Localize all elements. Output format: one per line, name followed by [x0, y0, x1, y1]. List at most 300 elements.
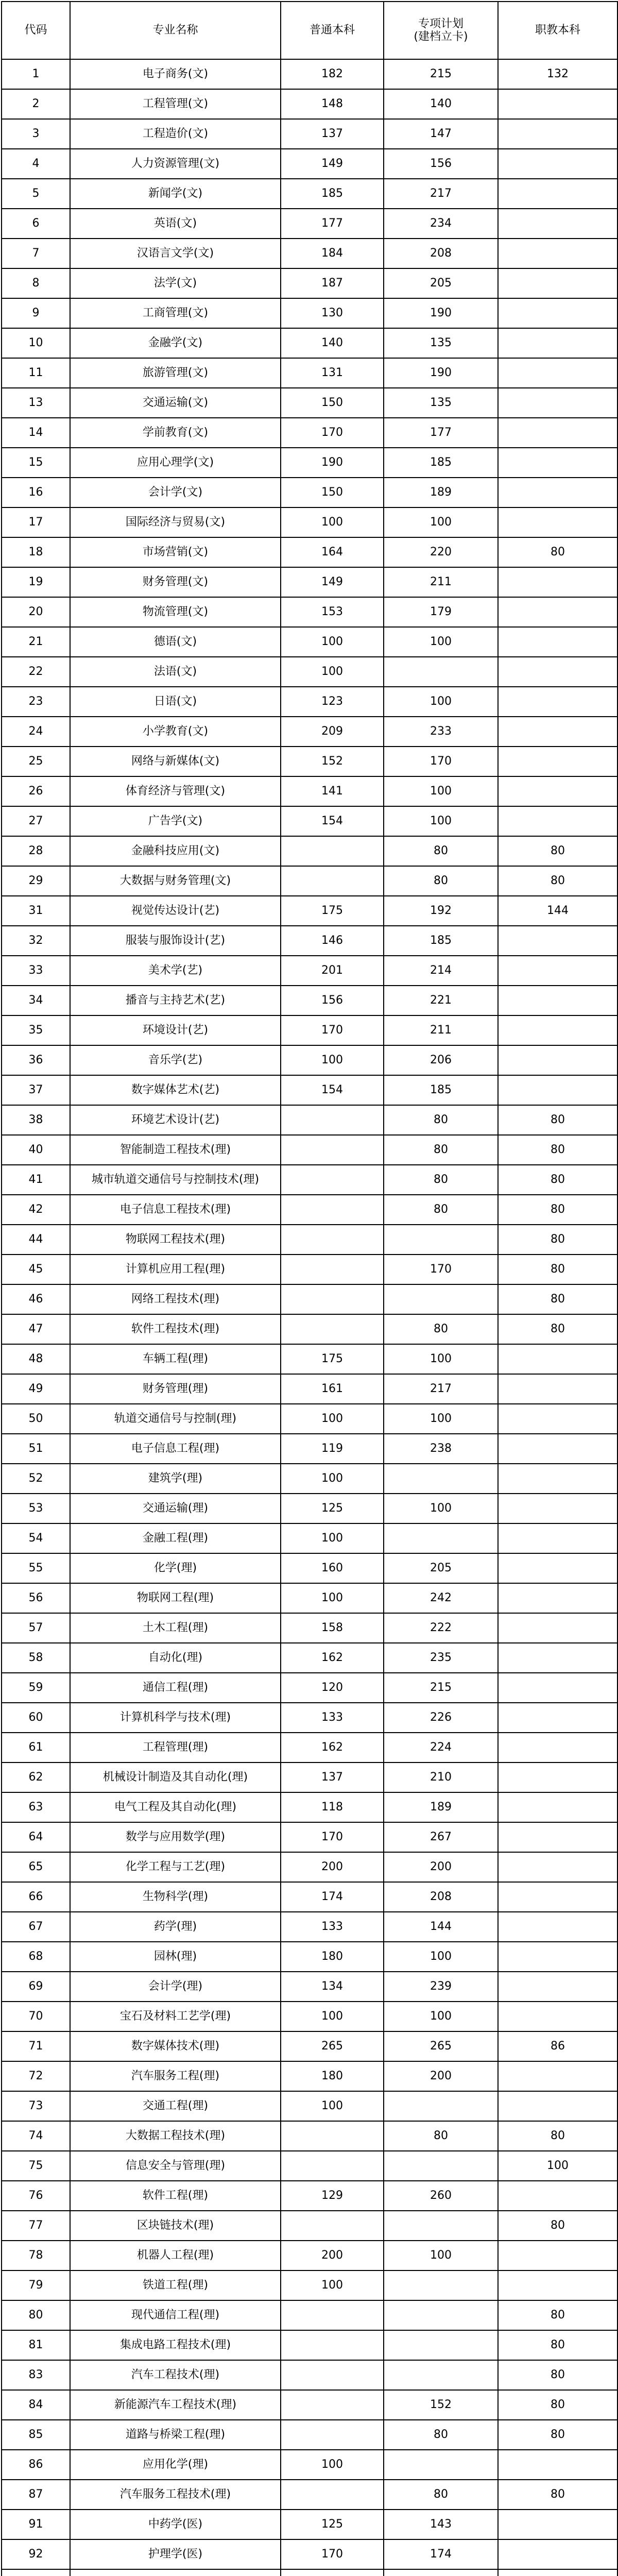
vocational-undergrad-cell: [498, 1015, 617, 1045]
special-plan-cell: 80: [384, 1195, 498, 1225]
code-cell: 62: [2, 1762, 70, 1792]
vocational-undergrad-cell: 80: [498, 1135, 617, 1165]
regular-undergrad-cell: [281, 2330, 384, 2360]
vocational-undergrad-cell: [498, 806, 617, 836]
special-plan-cell: 220: [384, 537, 498, 567]
special-plan-cell: 140: [384, 89, 498, 119]
major-name-cell: 物流管理(文): [70, 597, 281, 627]
table-row: [2, 717, 617, 747]
major-name-cell: 财务管理(文): [70, 567, 281, 597]
table-row: [2, 268, 617, 298]
major-name-cell: 工程造价(文): [70, 119, 281, 149]
table-row: [2, 747, 617, 776]
vocational-undergrad-cell: [498, 2270, 617, 2300]
table-row: [2, 358, 617, 388]
special-plan-cell: 177: [384, 418, 498, 448]
vocational-undergrad-cell: 132: [498, 59, 617, 89]
major-name-cell: 物联网工程技术(理): [70, 1225, 281, 1255]
vocational-undergrad-cell: [498, 2091, 617, 2121]
table-row: [2, 478, 617, 507]
regular-undergrad-cell: [281, 2360, 384, 2390]
special-plan-cell: [384, 1523, 498, 1553]
special-plan-cell: 100: [384, 806, 498, 836]
code-cell: 72: [2, 2061, 70, 2091]
code-cell: 20: [2, 597, 70, 627]
vocational-undergrad-cell: [498, 1703, 617, 1733]
code-cell: 65: [2, 1852, 70, 1882]
table-row: [2, 1314, 617, 1344]
table-row: [2, 687, 617, 717]
table-row: [2, 986, 617, 1015]
table-row: [2, 1255, 617, 1284]
regular-undergrad-cell: 158: [281, 1613, 384, 1643]
regular-undergrad-cell: 164: [281, 537, 384, 567]
major-name-cell: 药学(理): [70, 1912, 281, 1942]
regular-undergrad-cell: 100: [281, 1523, 384, 1553]
major-name-cell: 机器人工程(理): [70, 2241, 281, 2270]
regular-undergrad-cell: 175: [281, 896, 384, 926]
major-name-cell: 金融科技应用(文): [70, 836, 281, 866]
code-cell: 37: [2, 1075, 70, 1105]
regular-undergrad-cell: 120: [281, 1673, 384, 1703]
regular-undergrad-cell: 154: [281, 1075, 384, 1105]
major-name-cell: 交通运输(文): [70, 388, 281, 418]
table-row: [2, 1105, 617, 1135]
vocational-undergrad-cell: 80: [498, 1195, 617, 1225]
table-row: [2, 2091, 617, 2121]
regular-undergrad-cell: 184: [281, 239, 384, 268]
special-plan-cell: 100: [384, 1404, 498, 1434]
table-row: [2, 1762, 617, 1792]
major-name-cell: 电子信息工程技术(理): [70, 1195, 281, 1225]
major-name-cell: 自动化(理): [70, 1643, 281, 1673]
major-name-cell: 智能制造工程技术(理): [70, 1135, 281, 1165]
table-row: [2, 1494, 617, 1523]
vocational-undergrad-cell: 80: [498, 2420, 617, 2450]
table-row: [2, 2510, 617, 2539]
code-cell: 51: [2, 1434, 70, 1464]
vocational-undergrad-cell: 80: [498, 1165, 617, 1195]
code-cell: 22: [2, 657, 70, 687]
major-name-cell: 小学教育(文): [70, 717, 281, 747]
major-name-cell: 日语(文): [70, 687, 281, 717]
special-plan-cell: 100: [384, 1942, 498, 1972]
major-name-cell: 化学(理): [70, 1553, 281, 1583]
code-cell: 64: [2, 1822, 70, 1852]
special-plan-cell: 143: [384, 2510, 498, 2539]
table-row: [2, 119, 617, 149]
regular-undergrad-cell: 182: [281, 59, 384, 89]
code-cell: 78: [2, 2241, 70, 2270]
major-name-cell: 学前教育(文): [70, 418, 281, 448]
regular-undergrad-cell: 161: [281, 1374, 384, 1404]
vocational-undergrad-cell: [498, 2241, 617, 2270]
code-cell: 80: [2, 2300, 70, 2330]
regular-undergrad-cell: 129: [281, 2181, 384, 2211]
major-name-cell: 计算机应用工程(理): [70, 1255, 281, 1284]
table-row: [2, 2539, 617, 2569]
special-plan-cell: 239: [384, 1972, 498, 2002]
table-row: [2, 1822, 617, 1852]
regular-undergrad-cell: 170: [281, 2539, 384, 2569]
major-name-cell: 软件工程(理): [70, 2181, 281, 2211]
major-name-cell: 法语(文): [70, 657, 281, 687]
major-name-cell: 交通运输(理): [70, 1494, 281, 1523]
major-name-cell: 电子信息工程(理): [70, 1434, 281, 1464]
special-plan-cell: 80: [384, 1165, 498, 1195]
code-cell: 55: [2, 1553, 70, 1583]
special-plan-cell: 100: [384, 776, 498, 806]
code-cell: 76: [2, 2181, 70, 2211]
code-cell: 16: [2, 478, 70, 507]
table-row: [2, 298, 617, 328]
code-cell: 35: [2, 1015, 70, 1045]
vocational-undergrad-cell: 80: [498, 2211, 617, 2241]
special-plan-cell: [384, 2270, 498, 2300]
code-cell: 45: [2, 1255, 70, 1284]
special-plan-cell: 174: [384, 2539, 498, 2569]
vocational-undergrad-cell: 80: [498, 1284, 617, 1314]
major-name-cell: 区块链技术(理): [70, 2211, 281, 2241]
major-name-cell: 铁道工程(理): [70, 2270, 281, 2300]
major-name-cell: 电气工程及其自动化(理): [70, 1792, 281, 1822]
vocational-undergrad-cell: [498, 2569, 617, 2576]
vocational-undergrad-cell: [498, 1464, 617, 1494]
table-row: [2, 507, 617, 537]
vocational-undergrad-cell: [498, 89, 617, 119]
vocational-undergrad-cell: [498, 1075, 617, 1105]
code-cell: 54: [2, 1523, 70, 1553]
regular-undergrad-cell: 160: [281, 1553, 384, 1583]
code-cell: 26: [2, 776, 70, 806]
regular-undergrad-cell: 185: [281, 179, 384, 209]
regular-undergrad-cell: 130: [281, 298, 384, 328]
special-plan-cell: [384, 2569, 498, 2576]
regular-undergrad-cell: [281, 1284, 384, 1314]
code-cell: 81: [2, 2330, 70, 2360]
special-plan-cell: [384, 2330, 498, 2360]
table-row: [2, 388, 617, 418]
major-name-cell: 美术学(艺): [70, 956, 281, 986]
major-name-cell: 计算机科学与技术(理): [70, 1703, 281, 1733]
code-cell: 21: [2, 627, 70, 657]
major-name-cell: 道路与桥梁工程(理): [70, 2420, 281, 2450]
major-name-cell: 环境设计(艺): [70, 1015, 281, 1045]
special-plan-cell: 215: [384, 59, 498, 89]
regular-undergrad-cell: 170: [281, 1015, 384, 1045]
code-cell: 67: [2, 1912, 70, 1942]
special-plan-cell: 170: [384, 747, 498, 776]
code-cell: 60: [2, 1703, 70, 1733]
special-plan-cell: 211: [384, 567, 498, 597]
vocational-undergrad-cell: [498, 149, 617, 179]
table-row: [2, 836, 617, 866]
code-cell: 10: [2, 328, 70, 358]
regular-undergrad-cell: 100: [281, 2002, 384, 2031]
special-plan-cell: 185: [384, 926, 498, 956]
special-plan-cell: 100: [384, 2002, 498, 2031]
code-cell: 27: [2, 806, 70, 836]
table-row: [2, 2270, 617, 2300]
code-cell: 41: [2, 1165, 70, 1195]
major-name-cell: 人力资源管理(文): [70, 149, 281, 179]
regular-undergrad-cell: [281, 2420, 384, 2450]
regular-undergrad-cell: 150: [281, 388, 384, 418]
special-plan-cell: 226: [384, 1703, 498, 1733]
major-name-cell: 信息安全与管理(理): [70, 2151, 281, 2181]
table-row: [2, 1135, 617, 1165]
regular-undergrad-cell: 152: [281, 747, 384, 776]
table-row: [2, 1553, 617, 1583]
table-row: [2, 1912, 617, 1942]
code-cell: 85: [2, 2420, 70, 2450]
special-plan-cell: 185: [384, 1075, 498, 1105]
special-plan-cell: 100: [384, 627, 498, 657]
code-cell: 25: [2, 747, 70, 776]
code-cell: 40: [2, 1135, 70, 1165]
major-name-cell: 网络与新媒体(文): [70, 747, 281, 776]
special-plan-cell: 234: [384, 209, 498, 239]
regular-undergrad-cell: 100: [281, 1583, 384, 1613]
major-name-cell: 新能源汽车工程技术(理): [70, 2390, 281, 2420]
vocational-undergrad-cell: [498, 2510, 617, 2539]
special-plan-cell: 80: [384, 2121, 498, 2151]
table-row: [2, 926, 617, 956]
regular-undergrad-cell: 100: [281, 2091, 384, 2121]
special-plan-cell: [384, 2211, 498, 2241]
vocational-undergrad-cell: [498, 2002, 617, 2031]
vocational-undergrad-cell: [498, 776, 617, 806]
regular-undergrad-cell: [281, 1105, 384, 1135]
table-row: [2, 149, 617, 179]
table-row: [2, 2390, 617, 2420]
regular-undergrad-cell: 187: [281, 268, 384, 298]
header-row: [2, 2, 617, 59]
table-row: [2, 806, 617, 836]
major-name-cell: 工程管理(理): [70, 1733, 281, 1762]
regular-undergrad-cell: 137: [281, 119, 384, 149]
code-cell: 59: [2, 1673, 70, 1703]
table-row: [2, 1643, 617, 1673]
code-cell: 69: [2, 1972, 70, 2002]
header-major-name: 专业名称: [70, 2, 281, 59]
major-name-cell: 化学工程与工艺(理): [70, 1852, 281, 1882]
special-plan-cell: 80: [384, 2480, 498, 2510]
major-name-cell: 护理学(医): [70, 2539, 281, 2569]
table-row: [2, 627, 617, 657]
regular-undergrad-cell: [281, 2480, 384, 2510]
header-code: 代码: [2, 2, 70, 59]
table-row: [2, 896, 617, 926]
regular-undergrad-cell: 134: [281, 1972, 384, 2002]
table-row: [2, 1673, 617, 1703]
vocational-undergrad-cell: [498, 239, 617, 268]
regular-undergrad-cell: 174: [281, 1882, 384, 1912]
code-cell: 71: [2, 2031, 70, 2061]
special-plan-cell: 222: [384, 1613, 498, 1643]
table-row: [2, 1613, 617, 1643]
vocational-undergrad-cell: [498, 567, 617, 597]
table-row: [2, 2061, 617, 2091]
regular-undergrad-cell: 141: [281, 776, 384, 806]
major-name-cell: 应用化学(理): [70, 2450, 281, 2480]
code-cell: 61: [2, 1733, 70, 1762]
special-plan-cell: 208: [384, 1882, 498, 1912]
special-plan-cell: [384, 2300, 498, 2330]
regular-undergrad-cell: [281, 2211, 384, 2241]
table-row: [2, 2569, 617, 2576]
vocational-undergrad-cell: [498, 657, 617, 687]
special-plan-cell: 152: [384, 2390, 498, 2420]
vocational-undergrad-cell: [498, 1792, 617, 1822]
code-cell: 34: [2, 986, 70, 1015]
vocational-undergrad-cell: [498, 627, 617, 657]
vocational-undergrad-cell: [498, 388, 617, 418]
regular-undergrad-cell: [281, 1165, 384, 1195]
code-cell: 3: [2, 119, 70, 149]
regular-undergrad-cell: 119: [281, 1434, 384, 1464]
major-name-cell: 机械设计制造及其自动化(理): [70, 1762, 281, 1792]
major-name-cell: 汽车工程技术(理): [70, 2360, 281, 2390]
vocational-undergrad-cell: [498, 687, 617, 717]
special-plan-cell: 144: [384, 1912, 498, 1942]
regular-undergrad-cell: [281, 1195, 384, 1225]
code-cell: 18: [2, 537, 70, 567]
vocational-undergrad-cell: [498, 1583, 617, 1613]
major-name-cell: 宝石及材料工艺学(理): [70, 2002, 281, 2031]
vocational-undergrad-cell: 80: [498, 2330, 617, 2360]
table-row: [2, 2420, 617, 2450]
regular-undergrad-cell: 133: [281, 1703, 384, 1733]
special-plan-cell: 267: [384, 1822, 498, 1852]
regular-undergrad-cell: 100: [281, 2450, 384, 2480]
vocational-undergrad-cell: [498, 1643, 617, 1673]
regular-undergrad-cell: 125: [281, 1494, 384, 1523]
code-cell: 53: [2, 1494, 70, 1523]
regular-undergrad-cell: 265: [281, 2031, 384, 2061]
vocational-undergrad-cell: [498, 1553, 617, 1583]
table-row: [2, 1045, 617, 1075]
special-plan-cell: 80: [384, 1105, 498, 1135]
major-name-cell: 工程管理(文): [70, 89, 281, 119]
major-name-cell: 大数据工程技术(理): [70, 2121, 281, 2151]
table-row: [2, 1464, 617, 1494]
code-cell: 68: [2, 1942, 70, 1972]
special-plan-cell: 147: [384, 119, 498, 149]
code-cell: 24: [2, 717, 70, 747]
table-row: [2, 2241, 617, 2270]
special-plan-cell: 80: [384, 866, 498, 896]
major-name-cell: 网络工程技术(理): [70, 1284, 281, 1314]
code-cell: 8: [2, 268, 70, 298]
major-name-cell: 城市轨道交通信号与控制技术(理): [70, 1165, 281, 1195]
major-name-cell: 德语(文): [70, 627, 281, 657]
code-cell: 44: [2, 1225, 70, 1255]
special-plan-cell: [384, 2450, 498, 2480]
regular-undergrad-cell: 118: [281, 1792, 384, 1822]
regular-undergrad-cell: 100: [281, 627, 384, 657]
vocational-undergrad-cell: 80: [498, 537, 617, 567]
special-plan-cell: 235: [384, 1643, 498, 1673]
special-plan-cell: 179: [384, 597, 498, 627]
regular-undergrad-cell: 125: [281, 2510, 384, 2539]
special-plan-cell: [384, 657, 498, 687]
regular-undergrad-cell: 148: [281, 89, 384, 119]
major-name-cell: 市场营销(文): [70, 537, 281, 567]
table-row: [2, 239, 617, 268]
code-cell: 83: [2, 2360, 70, 2390]
regular-undergrad-cell: 100: [281, 657, 384, 687]
table-row: [2, 1225, 617, 1255]
regular-undergrad-cell: [281, 1135, 384, 1165]
major-name-cell: 建筑学(理): [70, 1464, 281, 1494]
vocational-undergrad-cell: [498, 956, 617, 986]
vocational-undergrad-cell: [498, 1613, 617, 1643]
major-name-cell: 园林(理): [70, 1942, 281, 1972]
regular-undergrad-cell: 146: [281, 926, 384, 956]
special-plan-cell: 260: [384, 2181, 498, 2211]
vocational-undergrad-cell: [498, 1972, 617, 2002]
regular-undergrad-cell: 180: [281, 2061, 384, 2091]
table-row: [2, 1583, 617, 1613]
major-name-cell: 车辆工程(理): [70, 1344, 281, 1374]
vocational-undergrad-cell: 80: [498, 1105, 617, 1135]
table-row: [2, 59, 617, 89]
table-row: [2, 1434, 617, 1464]
code-cell: 13: [2, 388, 70, 418]
regular-undergrad-cell: [281, 2569, 384, 2576]
regular-undergrad-cell: 140: [281, 328, 384, 358]
regular-undergrad-cell: 201: [281, 956, 384, 986]
major-name-cell: 大数据与财务管理(文): [70, 866, 281, 896]
table-row: [2, 89, 617, 119]
major-name-cell: 生物科学(理): [70, 1882, 281, 1912]
major-name-cell: 广告学(文): [70, 806, 281, 836]
code-cell: 19: [2, 567, 70, 597]
code-cell: 23: [2, 687, 70, 717]
table-row: [2, 1165, 617, 1195]
table-row: [2, 866, 617, 896]
major-name-cell: [70, 2569, 281, 2576]
special-plan-cell: 238: [384, 1434, 498, 1464]
major-name-cell: 交通工程(理): [70, 2091, 281, 2121]
major-name-cell: 软件工程技术(理): [70, 1314, 281, 1344]
regular-undergrad-cell: 100: [281, 507, 384, 537]
code-cell: 31: [2, 896, 70, 926]
code-cell: 38: [2, 1105, 70, 1135]
code-cell: 1: [2, 59, 70, 89]
code-cell: 42: [2, 1195, 70, 1225]
vocational-undergrad-cell: [498, 268, 617, 298]
table-row: [2, 1344, 617, 1374]
vocational-undergrad-cell: [498, 986, 617, 1015]
vocational-undergrad-cell: [498, 717, 617, 747]
code-cell: 66: [2, 1882, 70, 1912]
regular-undergrad-cell: 190: [281, 448, 384, 478]
table-row: [2, 1075, 617, 1105]
table-row: [2, 2330, 617, 2360]
table-row: [2, 2450, 617, 2480]
vocational-undergrad-cell: [498, 1374, 617, 1404]
vocational-undergrad-cell: [498, 179, 617, 209]
vocational-undergrad-cell: [498, 1045, 617, 1075]
code-cell: 56: [2, 1583, 70, 1613]
code-cell: 29: [2, 866, 70, 896]
vocational-undergrad-cell: [498, 1404, 617, 1434]
code-cell: 87: [2, 2480, 70, 2510]
major-name-cell: 音乐学(艺): [70, 1045, 281, 1075]
table-row: [2, 1523, 617, 1553]
